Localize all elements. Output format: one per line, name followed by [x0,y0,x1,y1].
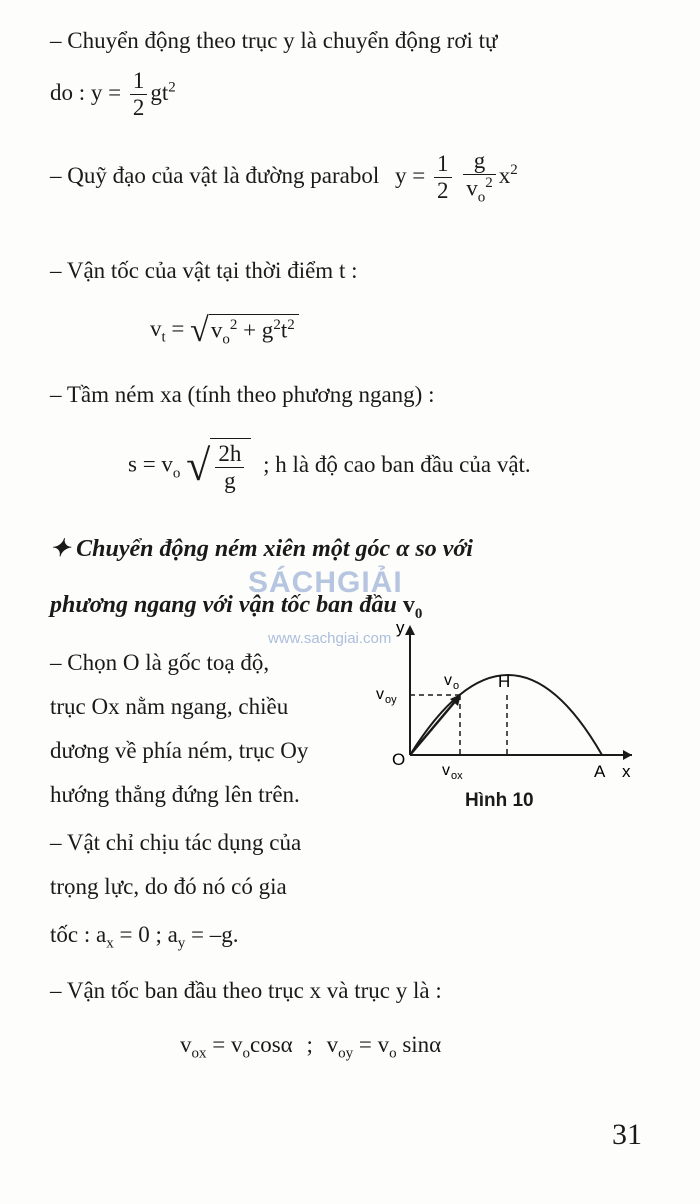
subscript: x [106,935,114,952]
symbol-v: v [150,315,162,341]
label-voy-sub: oy [385,694,397,706]
exponent: 2 [287,316,295,333]
subscript: o [389,1045,397,1062]
exponent: 2 [168,79,176,96]
label-v0: v [444,672,452,689]
acceleration-values: = –g. [191,922,239,947]
exponent: 2 [510,162,518,179]
text-line: – Tầm ném xa (tính theo phương ngang) : [50,382,435,407]
section-heading: ✦ Chuyển động ném xiên một góc α so với [50,536,473,562]
fraction-one-half [434,151,452,205]
symbol-v: v [466,176,478,202]
text-fragment: do : [50,80,86,106]
sin-term: sinα [402,1032,442,1057]
initial-velocity-vector [410,698,458,755]
equals-v: = v [358,1032,390,1057]
symbol-v: v [402,592,415,618]
denominator [463,175,496,207]
acceleration-line [50,922,239,952]
text-fragment: ; h là độ cao ban đầu của vật. [263,451,531,477]
trajectory-formula-line [50,148,518,207]
subscript: y [177,935,186,952]
subscript: o [222,331,230,348]
square-root: $√v_o^2 + g^2t^2$ [190,312,299,349]
symbol-v: v [180,1032,192,1057]
fraction-2h-over-g [215,441,244,495]
projectile-figure [370,615,640,795]
fraction-one-half [130,68,148,122]
denominator: 2 [132,95,145,121]
label-voy: v [376,686,384,703]
symbol-x: x [498,162,511,188]
label-vox-sub: ox [451,770,463,782]
fraction-g-over-v0sq [463,148,496,207]
label-h: H [498,672,511,691]
subscript: o [477,189,486,206]
denominator: 2 [437,177,449,203]
text-line: trục Ox nằm ngang, chiều [50,694,289,719]
exponent: 2 [273,316,281,333]
cos-term: cosα [249,1032,293,1057]
text-line: trọng lực, do đó nó có gia [50,874,287,899]
range-formula-line [128,438,531,495]
text-line: hướng thẳng đứng lên trên. [50,782,300,807]
text-line: – Vận tốc của vật tại thời điểm t : [50,258,358,283]
text-line: – Vật chỉ chịu tác dụng của [50,830,302,855]
subscript: o [242,1045,250,1062]
label-y: y [396,618,405,637]
subscript: t [161,329,166,346]
label-vox: v [442,762,450,779]
separator: ; [306,1032,313,1057]
free-fall-formula-line [50,68,176,122]
exponent: 2 [229,316,238,333]
square-root: √ $\frac{2h}{g}$ [186,438,251,495]
subscript: 0 [414,605,423,622]
text-line: – Vận tốc ban đầu theo trục x và trục y là : [50,978,442,1003]
numerator: 2h [215,441,244,468]
numerator: 1 [434,151,452,178]
figure-caption: Hình 10 [465,790,534,811]
subscript: o [172,465,181,482]
formula-gt: gt [150,80,169,106]
symbol-v: v [210,317,223,343]
text-line: – Chọn O là gốc toạ độ, [50,650,270,675]
subscript: ox [191,1045,207,1062]
x-axis-arrow [623,750,632,760]
text-fragment: phương ngang với vận tốc ban đầu [50,592,397,618]
text-line: – Chuyển động theo trục y là chuyển động rơi tự [50,28,498,53]
acceleration-values: = 0 ; a [119,922,178,947]
velocity-formula-line [150,312,299,349]
symbol-t: t [280,317,288,343]
formula-s-eq: s = v [128,451,173,477]
page-number: 31 [612,1118,642,1151]
formula-y-eq: y = [90,80,122,106]
label-x: x [622,762,631,781]
numerator: 1 [130,68,148,95]
velocity-components-line [180,1032,441,1062]
equals: = [171,315,185,341]
text-fragment: tốc : [50,922,91,947]
text-fragment: – Quỹ đạo của vật là đường parabol [50,162,380,188]
watermark-url: www.sachgiai.com [268,630,392,647]
text-line: dương về phía ném, trục Oy [50,738,309,763]
symbol-a: a [96,922,107,947]
watermark-logo: SÁCHGIẢI [248,566,403,599]
formula-y-eq: y = [395,162,426,188]
denominator: g [224,468,236,494]
y-axis-arrow [405,625,415,635]
label-origin: O [392,750,406,769]
label-a: A [594,762,606,781]
symbol-v: v [326,1032,339,1057]
numerator: g [463,148,496,175]
label-v0-sub: o [453,680,460,692]
equals-v: = v [212,1032,243,1057]
exponent: 2 [485,175,493,192]
subscript: oy [338,1045,354,1062]
plus-g: + g [243,317,274,343]
